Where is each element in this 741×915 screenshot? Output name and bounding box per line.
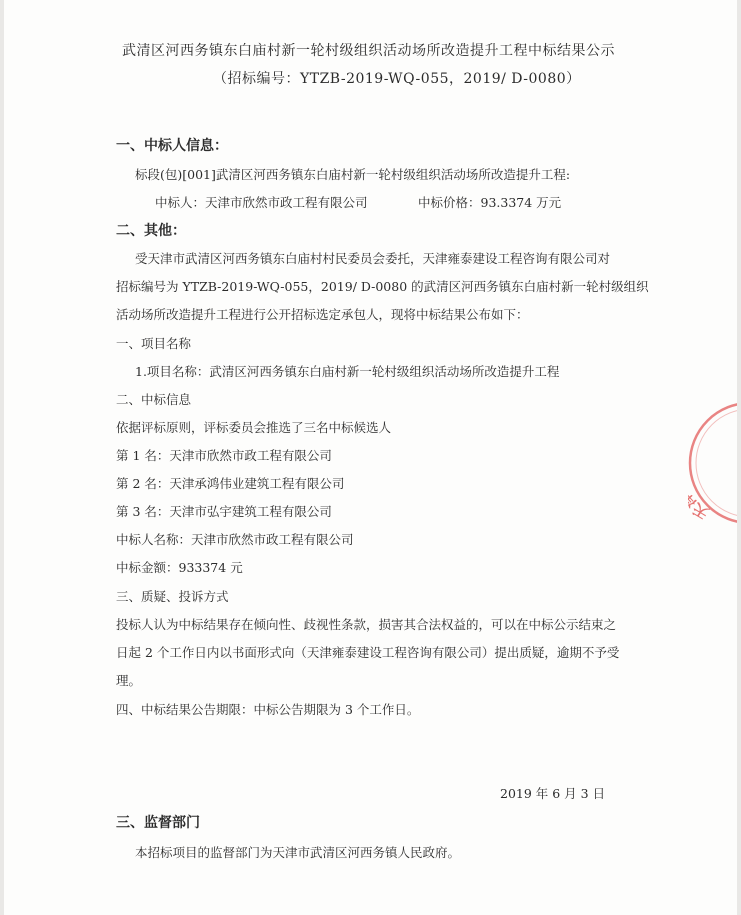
company-seal [688,398,737,528]
section1-heading: 一、中标人信息： [116,138,228,154]
bid-heading: 二、中标信息 [116,392,192,407]
supervision-text: 本招标项目的监督部门为天津市武清区河西务镇人民政府。 [135,845,461,860]
winner-amount: 中标金额：933374 元 [116,560,243,575]
tender-number: （招标编号：YTZB-2019-WQ-055，2019/ D-0080） [213,71,581,87]
section3-heading: 三、监督部门 [116,815,200,831]
seal-text: 天 [689,499,712,523]
announcement-period: 四、中标结果公告期限：中标公告期限为 3 个工作日。 [116,702,420,717]
document-page [4,0,737,915]
candidate-item: 第 1 名：天津市欣然市政工程有限公司 [116,448,332,463]
lot-description: 标段(包)[001]武清区河西务镇东白庙村新一轮村级组织活动场所改造提升工程: [135,167,571,182]
paragraph-line: 招标编号为 YTZB-2019-WQ-055，2019/ D-0080 的武清区河西务镇东白庙村新一轮村级组织 [116,279,649,294]
winner-price: 中标价格：93.3374 万元 [418,195,562,210]
bid-intro: 依据评标原则，评标委员会推选了三名中标候选人 [116,420,392,435]
complaint-line: 投标人认为中标结果存在倾向性、歧视性条款，损害其合法权益的，可以在中标公示结束之 [116,617,617,632]
candidate-item: 第 3 名：天津市弘宇建筑工程有限公司 [116,504,332,519]
section2-heading: 二、其他： [116,223,186,239]
project-name: 1.项目名称：武清区河西务镇东白庙村新一轮村级组织活动场所改造提升工程 [135,364,560,379]
winner-label: 中标人：天津市欣然市政工程有限公司 [155,195,368,210]
candidate-item: 第 2 名：天津承鸿伟业建筑工程有限公司 [116,476,345,491]
document-title: 武清区河西务镇东白庙村新一轮村级组织活动场所改造提升工程中标结果公示 [122,43,615,59]
announcement-date: 2019 年 6 月 3 日 [500,786,606,801]
complaint-line: 日起 2 个工作日内以书面形式向（天津雍泰建设工程咨询有限公司）提出质疑，逾期不予受 [116,645,620,660]
project-heading: 一、项目名称 [116,336,192,351]
paragraph-line: 活动场所改造提升工程进行公开招标选定承包人，现将中标结果公布如下： [116,307,529,322]
winner-name: 中标人名称：天津市欣然市政工程有限公司 [116,532,354,547]
complaint-heading: 三、质疑、投诉方式 [116,589,229,604]
complaint-line: 理。 [116,673,142,688]
paragraph-line: 受天津市武清区河西务镇东白庙村村民委员会委托，天津雍泰建设工程咨询有限公司对 [135,251,611,266]
